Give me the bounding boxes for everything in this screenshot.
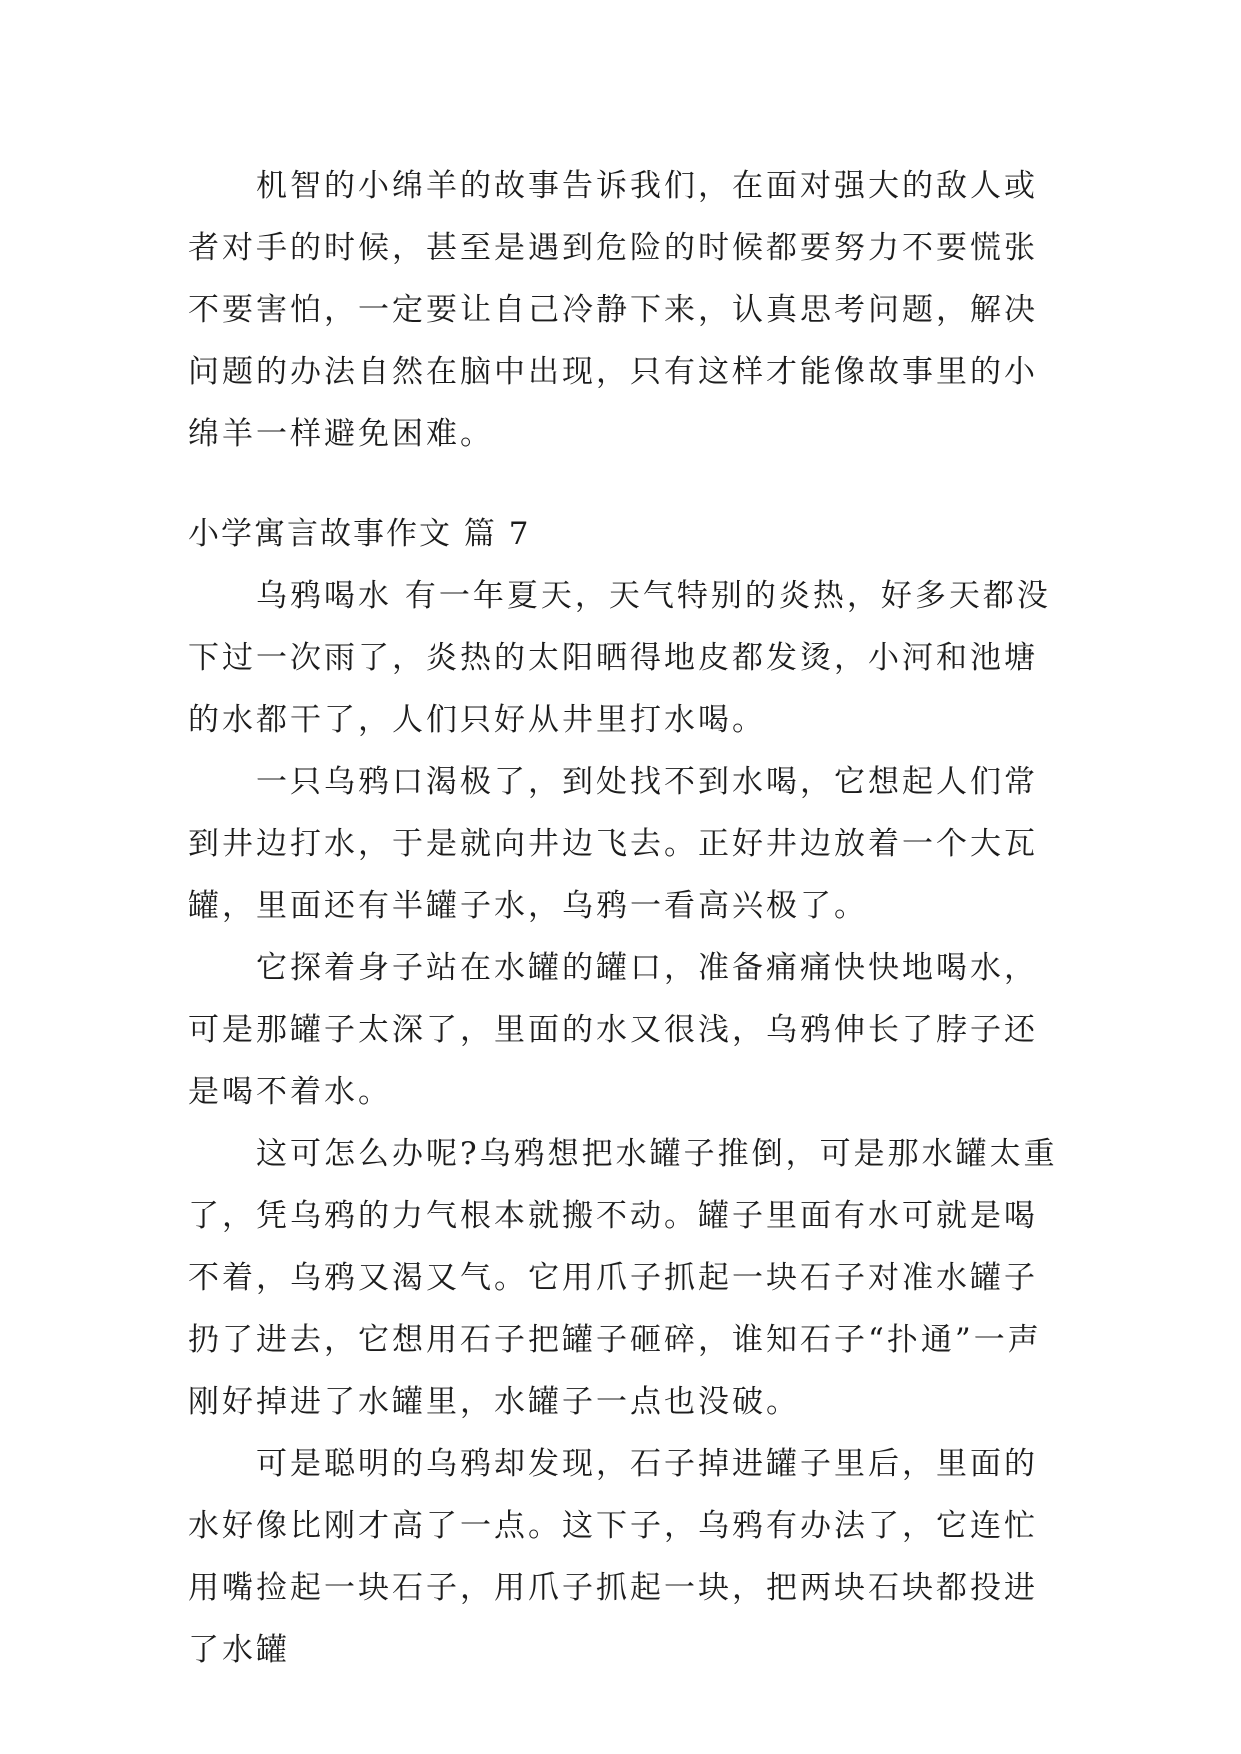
- section-heading: 小学寓言故事作文 篇 7: [188, 516, 531, 552]
- paragraph: 这可怎么办呢?乌鸦想把水罐子推倒，可是那水罐太重了，凭乌鸦的力气根本就搬不动。罐子里面有水可就是喝不着，乌鸦又渴又气。它用爪子抓起一块石子对准水罐子扔了进去，它想用石子把罐子砸碎，谁知石子“扑通”一声刚好掉进了水罐里，水罐子一点也没破。: [188, 1136, 1058, 1420]
- story-moral-section: [188, 155, 1058, 465]
- paragraph: 它探着身子站在水罐的罐口，准备痛痛快快地喝水，可是那罐子太深了，里面的水又很浅，乌鸦伸长了脖子还是喝不着水。: [188, 950, 1038, 1110]
- paragraph: 乌鸦喝水 有一年夏天，天气特别的炎热，好多天都没下过一次雨了，炎热的太阳晒得地皮都发烫，小河和池塘的水都干了，人们只好从井里打水喝。: [188, 578, 1051, 738]
- paragraph: 一只乌鸦口渴极了，到处找不到水喝，它想起人们常到井边打水，于是就向井边飞去。正好井边放着一个大瓦罐，里面还有半罐子水，乌鸦一看高兴极了。: [188, 764, 1038, 924]
- story-section-7: [188, 503, 1058, 1681]
- paragraph: 可是聪明的乌鸦却发现，石子掉进罐子里后，里面的水好像比刚才高了一点。这下子，乌鸦有办法了，它连忙用嘴捡起一块石子，用爪子抓起一块，把两块石块都投进了水罐: [188, 1446, 1038, 1668]
- paragraph-moral: 机智的小绵羊的故事告诉我们，在面对强大的敌人或者对手的时候，甚至是遇到危险的时候都要努力不要慌张不要害怕，一定要让自己冷静下来，认真思考问题，解决问题的办法自然在脑中出现，只有这样才能像故事里的小绵羊一样避免困难。: [188, 168, 1038, 452]
